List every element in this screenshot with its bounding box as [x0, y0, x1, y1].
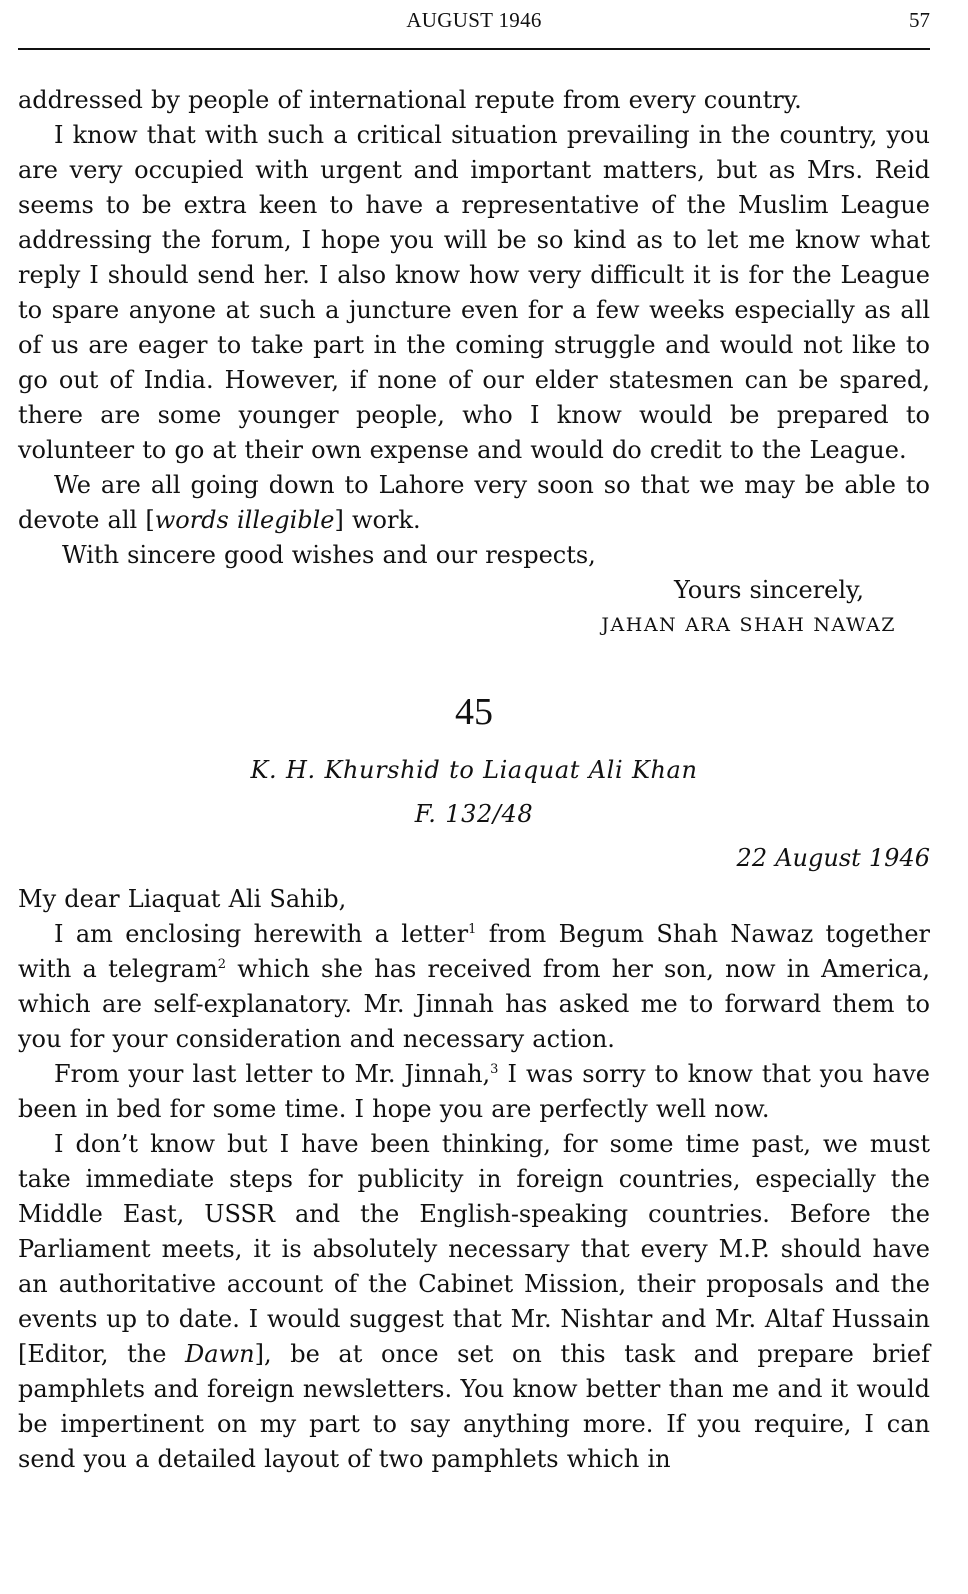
document-file-reference: F. 132/48: [414, 800, 534, 828]
letter2-paragraph-2: [18, 1057, 930, 1127]
footnote-marker-3: 3: [490, 1062, 499, 1077]
letter1-paragraph-2: I know that with such a critical situation prevailing in the country, you are very occupied with urgent and important matters, but as Mrs. Reid seems to be extra keen to have a representative of the Muslim League addressing the forum, I hope you will be so kind as to let me know what reply I should send her. I also know how very difficult it is for the League to spare anyone at such a juncture even for a few weeks especially as all of us are eager to take part in the coming struggle and would not like to go out of India. However, if none of our elder statesmen can be spared, there are some younger people, who I know would be prepared to volunteer to go at their own expense and would do credit to the League.: [18, 121, 930, 464]
letter-date: 22 August 1946: [736, 844, 930, 872]
letter2-paragraph-2-text-a: From your last letter to Mr. Jinnah,: [54, 1060, 491, 1088]
page-body: [18, 83, 930, 1477]
letter1-closing: Yours sincerely,: [673, 576, 864, 604]
letter1-paragraph-3-text-a: We are all going down to Lahore very soon so that we may be able to devote all [: [18, 471, 930, 534]
letter2-paragraph-3: [18, 1127, 930, 1477]
letter1-paragraph-3-text-b: ] work.: [334, 506, 421, 534]
header-rule: [18, 48, 930, 50]
page-number: 57: [909, 8, 930, 32]
letter2-paragraph-1-text-a: I am enclosing herewith a letter: [54, 920, 469, 948]
document-number: 45: [455, 691, 493, 733]
letter2-salutation: My dear Liaquat Ali Sahib,: [18, 885, 347, 913]
letter1-paragraph-4: With sincere good wishes and our respects,: [62, 541, 596, 569]
editorial-illegible-note: words illegible: [154, 506, 335, 534]
letter2-paragraph-1-text-c: which she has received from her son, now in America, which are self-explanatory. Mr. Jinnah has asked me to forward them to you for your consideration and necessary action.: [18, 955, 930, 1053]
letter2-paragraph-3-text-a: I don’t know but I have been thinking, for some time past, we must take immediate steps for publicity in foreign countries, especially the Middle East, USSR and the English-speaking countries. Before the Parliament meets, it is absolutely necessary that every M.P. should have an authoritative account of the Cabinet Mission, their proposals and the events up to date. I would suggest that Mr. Nishtar and Mr. Altaf Hussain [Editor, the: [18, 1130, 930, 1368]
letter2-paragraph-3-text-b: ], be at once set on this task and prepare brief pamphlets and foreign newsletters. You know better than me and it would be impertinent on my part to say anything more. If you require, I can send you a detailed layout of two pamphlets which in: [18, 1340, 930, 1473]
page-header: [18, 8, 930, 38]
letter1-paragraph-3: [18, 468, 930, 538]
footnote-marker-2: 2: [217, 957, 226, 972]
running-title: AUGUST 1946: [406, 8, 542, 32]
document-heading: K. H. Khurshid to Liaquat Ali Khan: [250, 756, 698, 784]
letter2-paragraph-2-text-b: I was sorry to know that you have been in bed for some time. I hope you are perfectly well now.: [18, 1060, 930, 1123]
letter2-paragraph-1: [18, 917, 930, 1057]
letter1-paragraph-1: addressed by people of international repute from every country.: [18, 86, 802, 114]
footnote-marker-1: 1: [468, 922, 477, 937]
newspaper-title: Dawn: [185, 1340, 255, 1368]
letter2-paragraph-1-text-b: from Begum Shah Nawaz together with a telegram: [18, 920, 930, 983]
letter1-signature: JAHAN ARA SHAH NAWAZ: [601, 614, 896, 636]
